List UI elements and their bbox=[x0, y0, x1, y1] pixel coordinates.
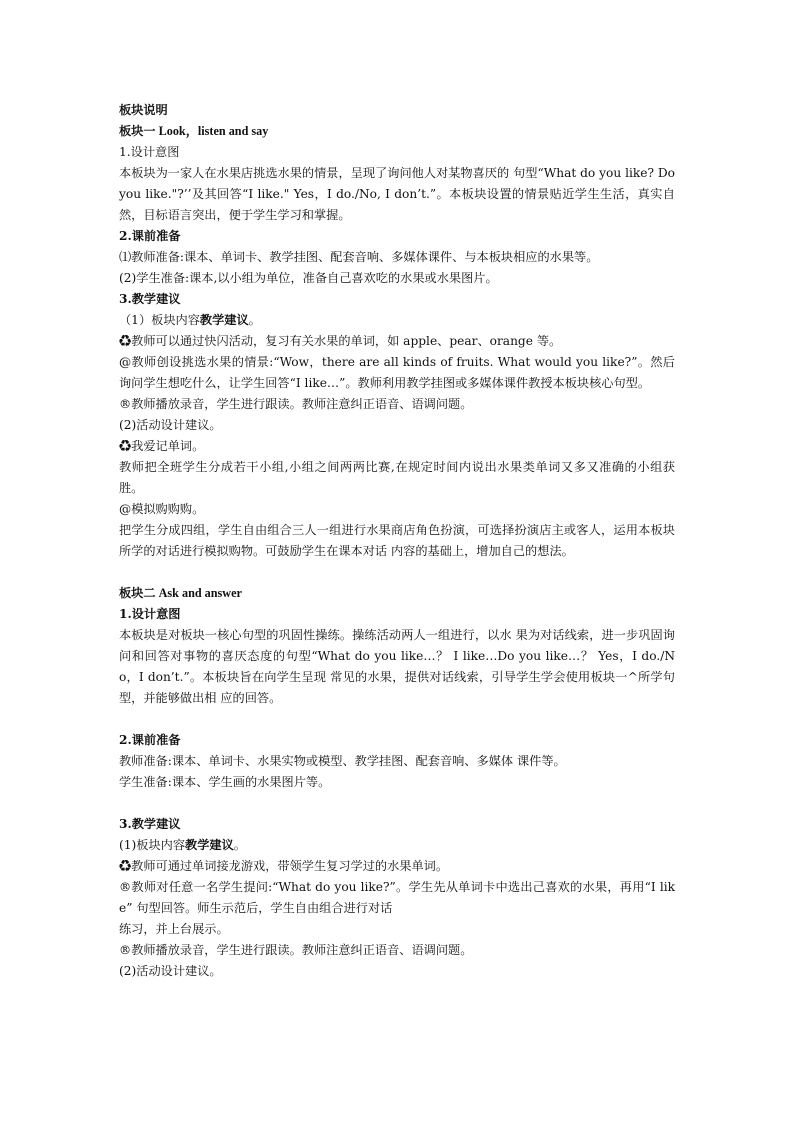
section-1-prep-teacher: ⑴教师准备:课本、单词卡、教学挂图、配套音响、多媒体课件、与本板块相应的水果等。 bbox=[119, 250, 599, 264]
section-1-suggest-heading: 3.教学建议 bbox=[119, 292, 181, 306]
section-1-sub1-end: 。 bbox=[248, 313, 261, 327]
section-2-sub1-end: 。 bbox=[233, 838, 246, 852]
section-1-item-b3: @模拟购购购。 bbox=[119, 502, 205, 516]
section-2-item-a1: ♻教师可通过单词接龙游戏，带领学生复习学过的水果单词。 bbox=[119, 859, 449, 873]
section-2-item-a2: ®教师对任意一名学生提问:“What do you like?”。学生先从单词卡中选出己喜欢的水果，再用“I like” 句型回答。师生示范后，学生自由组合进行对话 bbox=[119, 880, 675, 915]
section-2-sub2-heading: (2)活动设计建议。 bbox=[119, 964, 222, 978]
section-2-sub1-heading bbox=[119, 835, 675, 856]
section-2-heading: 板块二 Ask and answer bbox=[119, 586, 242, 600]
section-1-item-a3: ®教师播放录音，学生进行跟读。教师注意纠正语音、语调问题。 bbox=[119, 397, 473, 411]
section-1-item-b2: 教师把全班学生分成若干小组,小组之间两两比赛,在规定时间内说出水果类单词又多又准确的小组获胜。 bbox=[119, 460, 675, 495]
section-1-sub1-heading bbox=[119, 310, 675, 331]
section-1-design-heading: 1.设计意图 bbox=[119, 145, 180, 159]
section-2-prep-teacher: 教师准备:课本、单词卡、水果实物或模型、教学挂图、配套音响、多媒体 课件等。 bbox=[119, 754, 566, 768]
section-1-heading: 板块一 Look，listen and say bbox=[119, 124, 269, 138]
section-2-item-a3: ®教师播放录音，学生进行跟读。教师注意纠正语音、语调问题。 bbox=[119, 943, 473, 957]
section-2-prep-heading: 2.课前准备 bbox=[119, 733, 181, 747]
section-gap bbox=[119, 793, 675, 814]
section-1-item-a2: @教师创设挑选水果的情景:“Wow，there are all kinds of fruits. What would you like?”。然后询问学生想吃什么，让学生回答“I like…”。教师利用教学挂图或多媒体课件教授本板块核心句型。 bbox=[119, 355, 675, 390]
section-1-sub1-prefix: （1）板块内容 bbox=[119, 313, 200, 327]
section-1-prep-student: (2)学生准备:课本,以小组为单位，准备自己喜欢吃的水果或水果图片。 bbox=[119, 271, 498, 285]
section-2-item-a2-continued: 练习，并上台展示。 bbox=[119, 922, 229, 936]
section-gap bbox=[119, 709, 675, 730]
section-1-item-b1: ♻我爱记单词。 bbox=[119, 439, 205, 453]
section-2-suggest-heading: 3.教学建议 bbox=[119, 817, 181, 831]
section-2-design-paragraph: 本板块是对板块一核心句型的巩固性操练。操练活动两人一组进行，以水 果为对话线索，进一步巩固询问和回答对事物的喜厌态度的句型“What do you like…？ I like…Do you like…？ Yes，I do./No，I don’t.”。本板块旨在向学生呈现 常见的水果，提供对话线索，引导学生学会使用板块一^所学句型，并能够做出相 应的回答。 bbox=[119, 628, 675, 705]
document-body bbox=[119, 100, 675, 982]
section-1-design-paragraph: 本板块为一家人在水果店挑选水果的情景，呈现了询问他人对某物喜厌的 句型“What do you like? Do you like."?’’及其回答“I like." Yes，I do./No, I don’t.”。本板块设置的情景贴近学生生活，真实自然，目标语言突出，便于学生学习和掌握。 bbox=[119, 166, 675, 222]
section-1-sub1-bold: 教学建议 bbox=[199, 313, 249, 327]
section-2-sub1-prefix: (1)板块内容 bbox=[119, 838, 186, 852]
section-1-item-a1: ♻教师可以通过快闪活动，复习有关水果的单词，如 apple、pear、orange 等。 bbox=[119, 334, 562, 348]
section-1-item-b4: 把学生分成四组，学生自由组合三人一组进行水果商店角色扮演，可选择扮演店主或客人，运用本板块所学的对话进行模拟购物。可鼓励学生在课本对话 内容的基础上，增加自己的想法。 bbox=[119, 523, 675, 558]
document-title: 板块说明 bbox=[119, 103, 168, 117]
section-1-prep-heading: 2.课前准备 bbox=[119, 229, 181, 243]
section-2-prep-student: 学生准备:课本、学生画的水果图片等。 bbox=[119, 775, 331, 789]
section-2-sub1-bold: 教学建议 bbox=[185, 838, 234, 852]
section-2-design-heading: 1.设计意图 bbox=[119, 607, 181, 621]
section-1-sub2-heading: (2)活动设计建议。 bbox=[119, 418, 222, 432]
section-gap bbox=[119, 562, 675, 583]
